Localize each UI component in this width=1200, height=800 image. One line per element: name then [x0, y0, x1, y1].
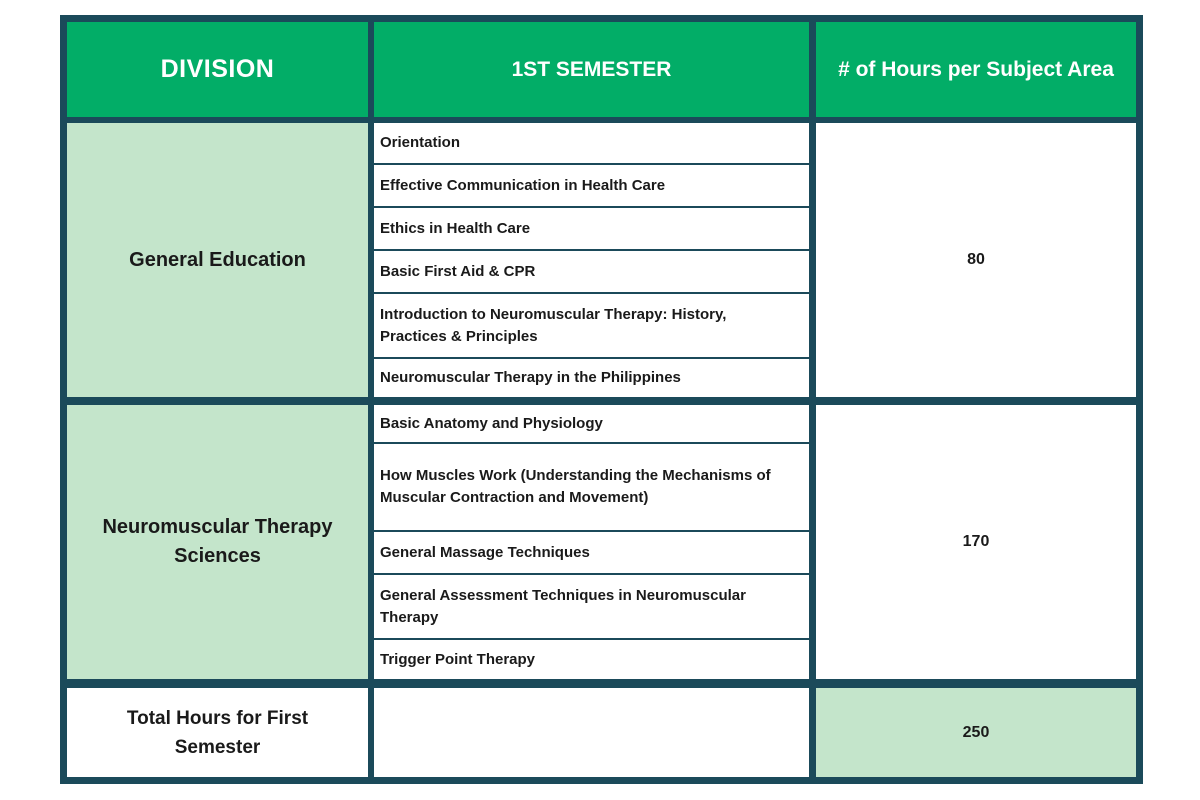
subject-row: Effective Communication in Health Care: [374, 165, 809, 206]
hours-general-education: 80: [816, 123, 1136, 397]
header-hours: # of Hours per Subject Area: [816, 22, 1136, 117]
header-semester: 1ST SEMESTER: [374, 22, 809, 117]
total-hours: 250: [816, 688, 1136, 777]
division-neuromuscular-therapy-sciences: Neuromuscular Therapy Sciences: [67, 405, 368, 679]
subject-row: Neuromuscular Therapy in the Philippines: [374, 359, 809, 397]
subject-row: Introduction to Neuromuscular Therapy: History, Practices & Principles: [374, 294, 809, 357]
subject-list-neuromuscular-therapy-sciences: [374, 405, 809, 679]
subject-row: Basic First Aid & CPR: [374, 251, 809, 292]
subject-list-general-education: [374, 123, 809, 397]
total-empty-cell: [374, 688, 809, 777]
subject-row: How Muscles Work (Understanding the Mechanisms of Muscular Contraction and Movement): [374, 444, 809, 530]
subject-row: General Massage Techniques: [374, 532, 809, 573]
division-general-education: General Education: [67, 123, 368, 397]
subject-row: Orientation: [374, 123, 809, 163]
total-label: Total Hours for First Semester: [67, 688, 368, 777]
subject-row: Trigger Point Therapy: [374, 640, 809, 679]
subject-row: Ethics in Health Care: [374, 208, 809, 249]
subject-row: General Assessment Techniques in Neuromuscular Therapy: [374, 575, 809, 638]
hours-neuromuscular-therapy-sciences: 170: [816, 405, 1136, 679]
subject-row: Basic Anatomy and Physiology: [374, 405, 809, 442]
header-division: DIVISION: [67, 22, 368, 117]
